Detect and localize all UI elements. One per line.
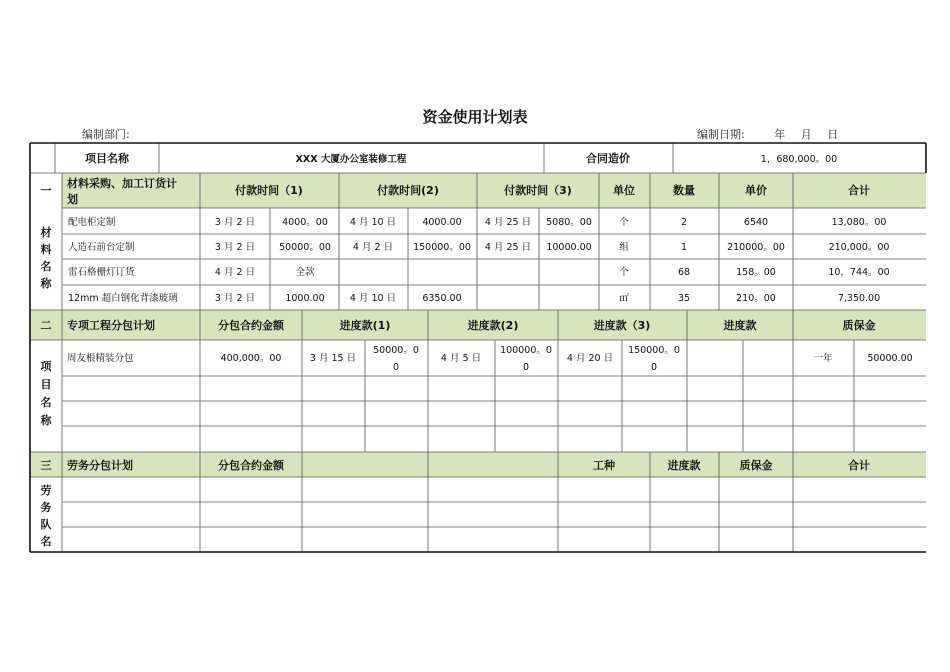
sec3-amount-header: 分包合约金额 (218, 459, 284, 472)
sec2-side-char: 名 (40, 396, 52, 409)
sec2-row-deposit-term: 一年 (813, 353, 833, 364)
sec2-p3-header: 进度款（3) (593, 319, 651, 332)
sec3-side-char: 务 (40, 501, 52, 514)
date-label-text: 编制日期: (697, 128, 745, 141)
project-name-value: XXX 大厦办公室装修工程 (295, 154, 407, 165)
month-label: 月 (800, 128, 812, 141)
sec1-cell-unit: 个 (619, 217, 629, 228)
sec1-pay2-header: 付款时间(2) (377, 184, 439, 197)
sec2-p1-header: 进度款(1) (339, 319, 391, 332)
sec3-trade-header: 工种 (593, 459, 615, 472)
sec1-cell-pay1-amount: 全款 (295, 267, 315, 278)
sec1-pay1-header: 付款时间（1) (235, 184, 303, 197)
sec2-num: 二 (40, 319, 52, 332)
sec3-total-header: 合计 (848, 459, 870, 472)
sec1-cell-total: 10，744。00 (828, 267, 890, 278)
sec2-row-value2: 100000。0 (500, 345, 552, 356)
sec1-total-header: 合计 (848, 184, 870, 197)
sec2-row-name: 周友根精装分包 (67, 353, 134, 364)
sec1-pay3-header: 付款时间（3) (504, 184, 572, 197)
sec3-side-char: 队 (40, 518, 52, 531)
sec2-row-deposit-value: 50000.00 (867, 353, 913, 364)
sec1-cell-item-name: 配电柜定制 (68, 217, 116, 228)
sec3-header-band (30, 452, 926, 477)
contract-value: 1，680,000。00 (760, 154, 838, 165)
sec1-cell-pay1-date: 3 月 2 日 (214, 293, 256, 304)
sec1-cell-price: 158。00 (736, 267, 776, 278)
sec1-cell-total: 210,000。00 (828, 242, 890, 253)
sec1-cell-pay2-date: 4 月 10 日 (349, 293, 397, 304)
sec1-cell-pay2-amount: 150000。00 (413, 242, 471, 253)
sec2-side-char: 项 (40, 360, 52, 373)
sec3-side-char: 劳 (40, 484, 52, 497)
year-label: 年 (774, 128, 786, 141)
sec2-row-date2: 4 月 5 日 (440, 353, 482, 364)
sec2-deposit-header: 质保金 (842, 319, 876, 332)
sec2-p2-header: 进度款(2) (467, 319, 519, 332)
sec2-row-value1-cont: 0 (392, 362, 400, 373)
sec1-title-line2: 划 (67, 193, 78, 206)
sec1-rows (68, 216, 890, 304)
sec1-cell-pay2-amount: 4000.00 (422, 217, 462, 228)
sec1-side-char: 材 (40, 226, 52, 239)
sec3-title: 劳务分包计划 (67, 459, 133, 472)
sec1-cell-unit: ㎡ (619, 293, 629, 304)
sec3-deposit-header: 质保金 (739, 459, 773, 472)
sec1-cell-pay1-date: 4 月 2 日 (214, 267, 256, 278)
sec1-cell-price: 210。00 (736, 293, 776, 304)
sec1-side-char: 名 (40, 260, 52, 273)
sec1-side-char: 料 (40, 243, 52, 256)
sec1-cell-item-name: 人造石前台定制 (68, 242, 135, 253)
sec1-cell-pay1-date: 3 月 2 日 (214, 217, 256, 228)
sec1-cell-item-name: 雷石格栅灯订货 (68, 267, 135, 278)
sec1-cell-price: 6540 (743, 217, 769, 228)
sec1-header-band (62, 173, 926, 208)
sec2-row-date1: 3 月 15 日 (309, 353, 357, 364)
dept-label: 编制部门: (82, 128, 130, 141)
sec2-side-char: 目 (40, 378, 52, 391)
sec1-cell-pay2-date: 4 月 2 日 (352, 242, 394, 253)
sec2-side-char: 称 (40, 414, 52, 427)
sec2-amount-header: 分包合约金额 (218, 319, 284, 332)
sec2-p4-header: 进度款 (723, 319, 757, 332)
day-label: 日 (827, 128, 839, 141)
sec1-cell-pay1-amount: 50000。00 (279, 242, 331, 253)
sec2-row-amount: 400,000。00 (220, 353, 282, 364)
sec1-cell-pay1-amount: 4000。00 (282, 217, 328, 228)
sec1-cell-qty: 2 (680, 217, 688, 228)
sec1-cell-price: 210000。00 (727, 242, 785, 253)
sec3-progress-header: 进度款 (667, 459, 701, 472)
sec1-cell-pay2-date: 4 月 10 日 (349, 217, 397, 228)
sec1-cell-item-name: 12mm 超白钢化背漆玻璃 (68, 293, 178, 304)
sec1-cell-pay3-date: 4 月 25 日 (484, 217, 532, 228)
sec1-cell-pay3-date: 4 月 25 日 (484, 242, 532, 253)
sec1-cell-pay3-amount: 5080。00 (546, 217, 592, 228)
sec3-num: 三 (40, 459, 52, 472)
sec1-num: 一 (40, 184, 52, 197)
page-title: 资金使用计划表 (422, 108, 528, 126)
sec2-row-value3-cont: 0 (650, 362, 658, 373)
sec1-cell-pay1-amount: 1000.00 (285, 293, 325, 304)
sec1-cell-unit: 组 (619, 242, 629, 253)
sec2-row-date3: 4 月 20 日 (566, 353, 614, 364)
sec1-cell-pay3-amount: 10000.00 (546, 242, 592, 253)
sec1-cell-total: 7,350.00 (837, 293, 881, 304)
sec1-unit-header: 单位 (613, 184, 635, 197)
contract-label: 合同造价 (586, 152, 630, 165)
sec2-row-value2-cont: 0 (522, 362, 530, 373)
sec1-side-char: 称 (40, 277, 52, 290)
sec1-price-header: 单价 (745, 184, 767, 197)
sec1-cell-unit: 个 (619, 267, 629, 278)
sec3-side-char: 名 (40, 535, 52, 548)
sec1-cell-pay1-date: 3 月 2 日 (214, 242, 256, 253)
sec1-cell-qty: 1 (680, 242, 688, 253)
sec1-title-line1: 材料采购、加工订货计 (67, 177, 177, 190)
sec1-qty-header: 数量 (673, 184, 695, 197)
sec1-cell-total: 13,080。00 (831, 217, 887, 228)
sec2-row-value1: 50000。0 (373, 345, 419, 356)
sec1-cell-qty: 68 (677, 267, 691, 278)
sec1-cell-qty: 35 (677, 293, 691, 304)
sec2-row-value3: 150000。0 (628, 345, 680, 356)
sec1-cell-pay2-amount: 6350.00 (422, 293, 462, 304)
sec2-title: 专项工程分包计划 (67, 319, 155, 332)
project-name-label: 项目名称 (85, 152, 129, 165)
